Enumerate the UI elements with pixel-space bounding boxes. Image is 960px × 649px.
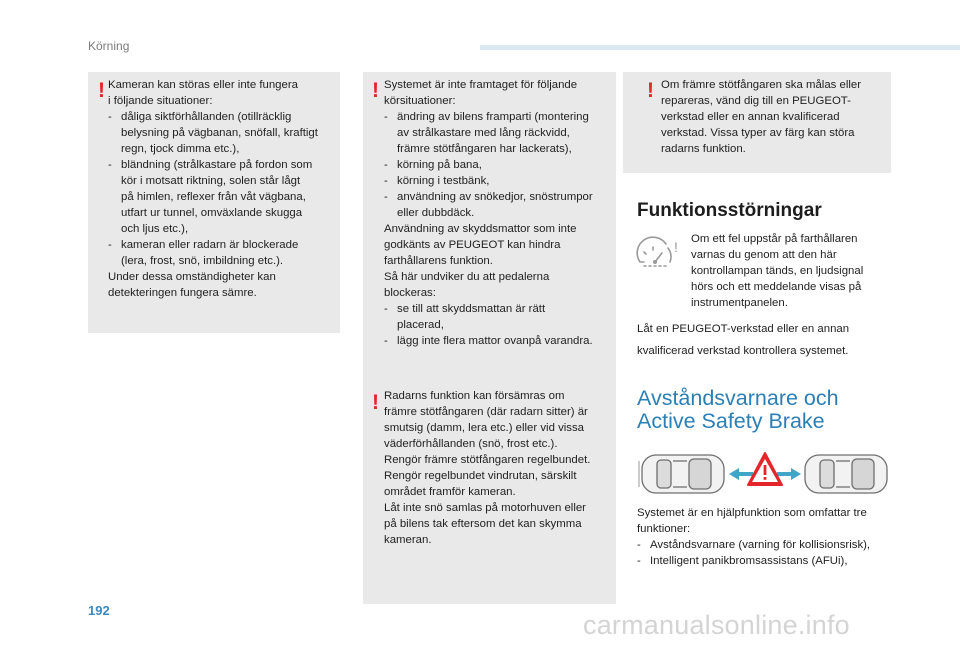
text-line: på bilens tak eftersom det kan skymma <box>384 518 582 530</box>
heading-line: Avståndsvarnare och <box>637 386 839 410</box>
text-line: kvalificerad verkstad kontrollera systemet. <box>637 345 849 357</box>
bumper-paint-warning-text <box>661 77 889 157</box>
text-line: Så här undviker du att pedalerna <box>384 271 550 283</box>
radar-warning-text <box>384 388 616 548</box>
text-line: Systemet är inte framtaget för följande <box>384 79 578 91</box>
list-item: - lägg inte flera mattor ovanpå varandra. <box>384 335 593 347</box>
text-line: repareras, vänd dig till en PEUGEOT- <box>661 95 851 107</box>
text-line: körsituationer: <box>384 95 456 107</box>
text-line: farthållarens funktion. <box>384 255 493 267</box>
text-line: Systemet är en hjälpfunktion som omfattar tre <box>637 507 867 519</box>
list-item: - körning i testbänk, <box>384 175 490 187</box>
list-item: - ändring av bilens framparti (montering av strålkastare med lång räckvidd, främre stötfångaren har lackerats), <box>384 111 589 155</box>
distance-alert-heading <box>637 387 839 433</box>
list-item: - se till att skyddsmattan är rätt placerad, <box>384 303 546 331</box>
text-line: verkstad. Vissa typer av färg kan störa <box>661 127 855 139</box>
warning-exclamation-icon: ! <box>372 79 379 102</box>
text-line: Kameran kan störas eller inte fungera <box>108 79 298 91</box>
text-line: Om främre stötfångaren ska målas eller <box>661 79 862 91</box>
text-line: radarns funktion. <box>661 143 746 155</box>
text-line: Om ett fel uppstår på farthållaren <box>691 233 858 245</box>
text-line: smutsig (damm, lera etc.) eller vid vissa <box>384 422 585 434</box>
text-line: i följande situationer: <box>108 95 213 107</box>
text-line: blockeras: <box>384 287 436 299</box>
text-line: väderförhållanden (snö, frost etc.). <box>384 438 558 450</box>
text-line: hörs och ett meddelande visas på <box>691 281 862 293</box>
system-limitations-text <box>384 77 616 349</box>
warning-exclamation-icon: ! <box>98 79 105 102</box>
warning-exclamation-icon: ! <box>372 391 379 414</box>
heading-line: Active Safety Brake <box>637 409 825 433</box>
text-line: verkstad eller en annan kvalificerad <box>661 111 840 123</box>
svg-text:!: ! <box>674 239 678 255</box>
list-item: - användning av snökedjor, snöstrumpor eller dubbdäck. <box>384 191 593 219</box>
text-line: kontrollampan tänds, en ljudsignal <box>691 265 864 277</box>
list-item: - bländning (strålkastare på fordon som kör i motsatt riktning, solen står lågt på himlen, reflexer från våt vägbana, utfart ur tunnel, omväxlande skugga och ljus etc.), <box>108 159 313 235</box>
text-line: Rengör regelbundet vindrutan, särskilt <box>384 470 577 482</box>
text-line: Låt inte snö samlas på motorhuven eller <box>384 502 586 514</box>
text-line: kameran. <box>384 534 432 546</box>
warning-exclamation-icon: ! <box>647 79 654 102</box>
text-line: Låt en PEUGEOT-verkstad eller en annan <box>637 323 850 335</box>
distance-alert-intro <box>637 505 899 569</box>
text-line: Användning av skyddsmattor som inte <box>384 223 577 235</box>
speedometer-warning-icon <box>634 232 682 270</box>
section-header: Körning <box>88 39 130 53</box>
list-item: - dåliga siktförhållanden (otillräcklig belysning på vägbanan, snöfall, kraftigt regn, tjock dimma etc.), <box>108 111 318 155</box>
malfunction-icon-text <box>691 231 891 311</box>
text-line: främre stötfångaren (där radarn sitter) är <box>384 406 588 418</box>
list-item: - Avståndsvarnare (varning för kollisionsrisk), <box>637 539 871 551</box>
camera-warning-text <box>108 77 340 301</box>
list-item: - kameran eller radarn är blockerade (lera, frost, snö, imbildning etc.). <box>108 239 299 267</box>
list-item: - Intelligent panikbromsassistans (AFUi), <box>637 555 848 567</box>
header-bar <box>480 45 960 50</box>
text-line: godkänts av PEUGEOT kan hindra <box>384 239 561 251</box>
list-item: - körning på bana, <box>384 159 482 171</box>
car-distance-warning-illustration <box>637 447 892 499</box>
page-number: 192 <box>88 603 110 618</box>
text-line: funktioner: <box>637 523 691 535</box>
text-line: varnas du genom att den här <box>691 249 837 261</box>
text-line: instrumentpanelen. <box>691 297 788 309</box>
malfunction-body-text <box>637 318 899 362</box>
watermark: carmanualsonline.info <box>583 610 850 640</box>
text-line: Radarns funktion kan försämras om <box>384 390 565 402</box>
text-line: Rengör främre stötfångaren regelbundet. <box>384 454 591 466</box>
text-line: detekteringen fungera sämre. <box>108 287 257 299</box>
text-line: området framför kameran. <box>384 486 516 498</box>
text-line: Under dessa omständigheter kan <box>108 271 276 283</box>
malfunctions-heading: Funktionsstörningar <box>637 200 822 221</box>
